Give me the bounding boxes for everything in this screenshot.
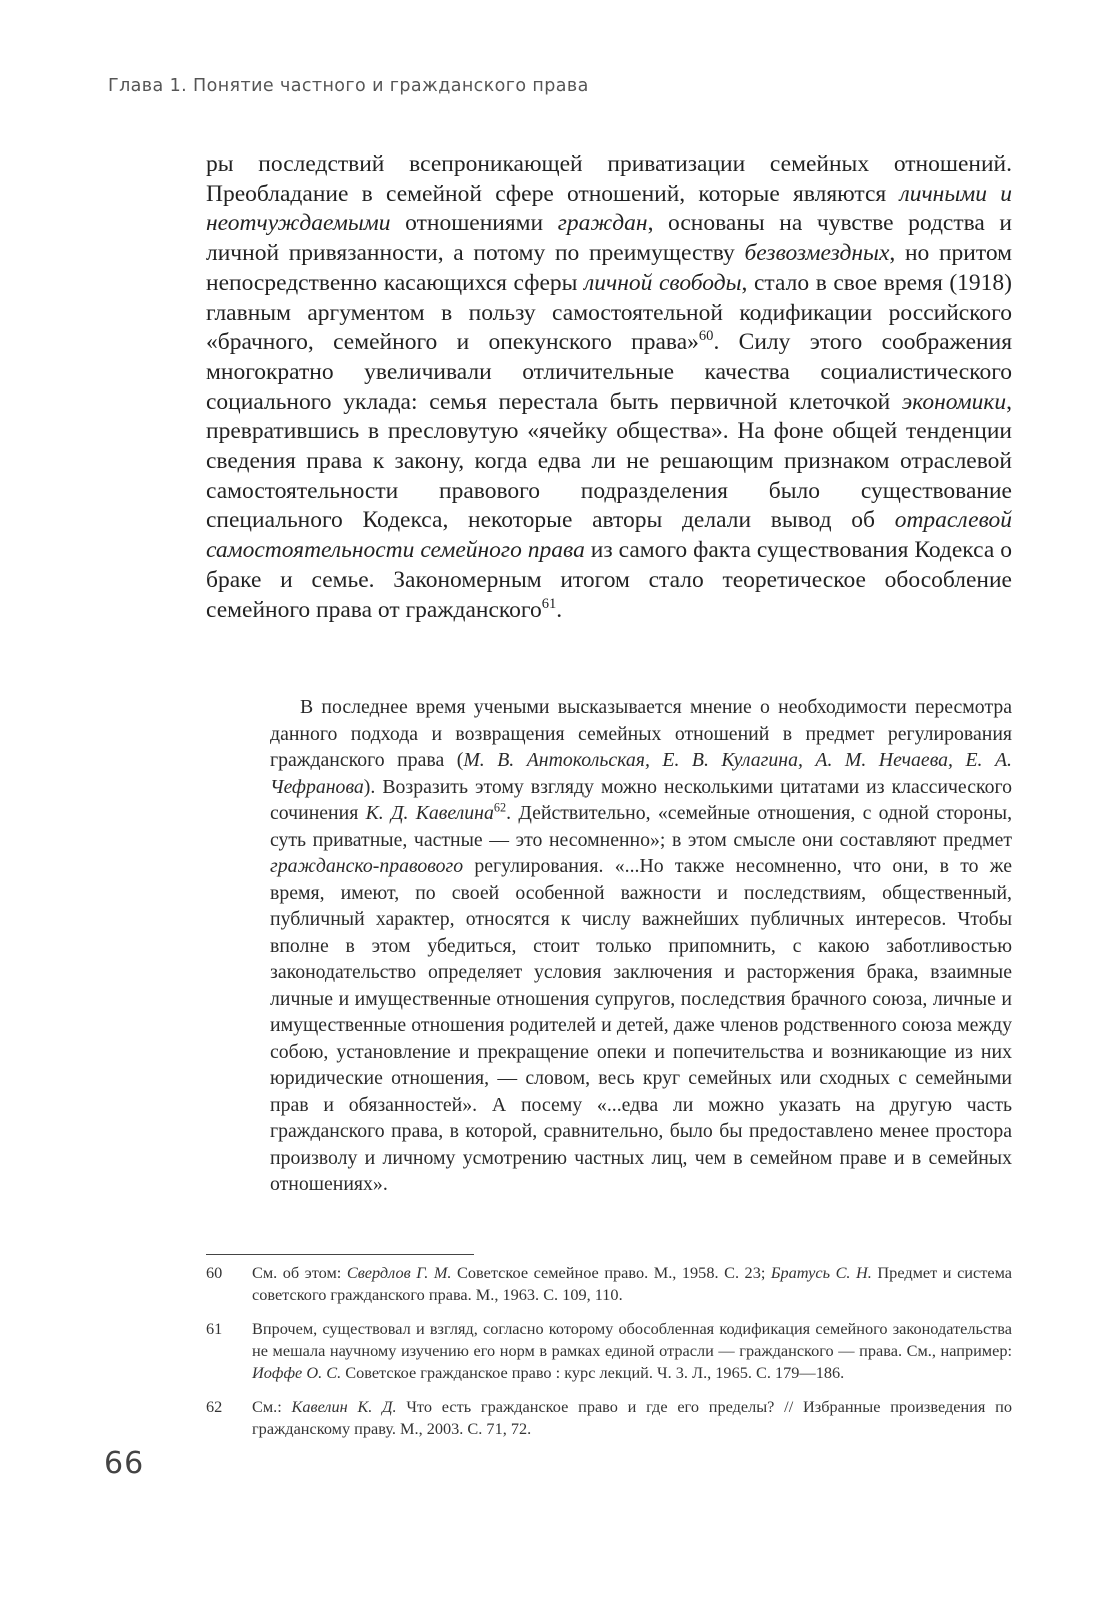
italic-run: отраслевой самостоятельности семейного права	[206, 507, 1012, 564]
text-run: . Силу этого соображения многократно увеличивали отличительные качества социалистического социального уклада: семья перестала быть первичной клеточкой	[206, 329, 1012, 415]
italic-run: Свердлов Г. М.	[346, 1263, 452, 1282]
text-run: . Действительно, «семейные отношения, с одной стороны, суть приватные, частные — это несомненно»; в этом смысле они составляют предмет	[270, 802, 1013, 851]
footnote-text	[252, 1396, 1012, 1440]
main-text	[206, 150, 1012, 625]
italic-run: Иоффе О. С.	[252, 1363, 342, 1382]
italic-run: К. Д. Кавелина	[365, 802, 494, 824]
italic-run: М. В. Антокольская, Е. В. Кулагина, А. М. Нечаева, Е. А. Чефранова	[270, 749, 1013, 798]
text-run: , но притом непосредственно касающихся сферы	[206, 240, 1012, 296]
text-run: регулирования. «...Но также несомненно, что они, в то же время, имеют, по своей особенной важности и последствиям, общественный, публичный характер, относятся к числу важнейших публичных интересов. Чтобы вполне в этом убедиться, стоит только припомнить, с какою заботливостью законодательство определяет условия заключения и расторжения брака, взаимные личные и имущественные отношения супругов, последствия брачного союза, личные и имущественные отношения родителей и детей, даже членов родственного союза между собою, установление и прекращение опеки и попечительства и возникающие из них юридические отношения, — словом, весь круг семейных или сходных с семейными прав и обязанностей». А посему «...едва ли можно указать на другую часть гражданского права, в которой, сравнительно, было бы предоставлено менее простора произволу и личному усмотрению частных лиц, чем в семейном праве и в семейных отношениях».	[270, 855, 1012, 1195]
italic-run: экономики	[901, 388, 1007, 415]
text-run: ры последствий всепроникающей приватизации семейных отношений. Преобладание в семейной сфере отношений, которые являются	[206, 151, 1012, 207]
footnotes	[206, 1262, 1012, 1452]
text-run: , превратившись в пресловутую «ячейку общества». На фоне общей тенденции сведения права к закону, когда едва ли не решающим признаком отраслевой самостоятельности правового подразделения было существование специального Кодекса, некоторые авторы делали вывод об	[206, 388, 1012, 534]
italic-run: Братусь С. Н.	[770, 1263, 872, 1282]
quote-paragraph	[270, 694, 1012, 1198]
footnote-61	[206, 1318, 1012, 1384]
footnote-60	[206, 1262, 1012, 1306]
text-run: .	[556, 596, 563, 623]
text-run: Что есть гражданское право и где его пределы? // Избранные произведения по гражданскому праву. М., 2003. С. 71, 72.	[252, 1397, 1013, 1438]
italic-run: Кавелин К. Д.	[291, 1397, 397, 1416]
quote-block	[270, 694, 1012, 1198]
running-head: Глава 1. Понятие частного и гражданского права	[108, 76, 589, 96]
footnote-ref: 60	[698, 328, 714, 345]
footnote-62	[206, 1396, 1012, 1440]
footnote-ref: 62	[493, 800, 507, 815]
text-run: отношениями	[390, 210, 558, 237]
text-run: Советское гражданское право : курс лекций. Ч. 3. Л., 1965. С. 179—186.	[341, 1363, 845, 1382]
text-run: ). Возразить этому взгляду можно несколькими цитатами из классического сочинения	[270, 775, 1012, 824]
text-run: См.:	[252, 1397, 292, 1416]
footnote-number: 60	[206, 1263, 223, 1282]
text-run: из самого факта существования Кодекса о браке и семье. Закономерным итогом стало теоретическое обособление семейного права от гражданского	[206, 537, 1012, 623]
page-number: 66	[104, 1446, 145, 1481]
text-run: Советское семейное право. М., 1958. С. 23;	[451, 1263, 771, 1282]
italic-run: личной свободы	[584, 269, 742, 296]
text-run: Предмет и система советского гражданского права. М., 1963. С. 109, 110.	[252, 1263, 1012, 1304]
italic-run: личными и неотчуждаемыми	[206, 180, 1012, 237]
italic-run: гражданско-правового	[270, 855, 464, 877]
footnote-number: 62	[206, 1397, 223, 1416]
text-run: Впрочем, существовал и взгляд, согласно которому обособленная кодификация семейного законодательства не мешала научному изучению его норм в рамках единой отрасли — гражданского — права. См., например:	[252, 1319, 1012, 1360]
text-run: См. об этом:	[252, 1263, 347, 1282]
italic-run: граждан	[557, 210, 648, 237]
footnote-text	[252, 1262, 1012, 1306]
text-run: , основаны на чувстве родства и личной привязанности, а потому по преимуществу	[206, 210, 1012, 267]
italic-run: безвозмездных	[744, 240, 890, 267]
main-paragraph	[206, 150, 1012, 625]
text-run: , стало в свое время (1918) главным аргументом в пользу самостоятельной кодификации российского «брачного, семейного и опекунского права»	[206, 269, 1013, 356]
footnote-ref: 61	[541, 595, 557, 612]
footnote-separator	[206, 1254, 474, 1255]
footnote-number: 61	[206, 1319, 223, 1338]
text-run: В последнее время учеными высказывается мнение о необходимости пересмотра данного подхода и возвращения семейных отношений в предмет регулирования гражданского права (	[270, 696, 1012, 771]
footnote-text	[252, 1318, 1012, 1384]
